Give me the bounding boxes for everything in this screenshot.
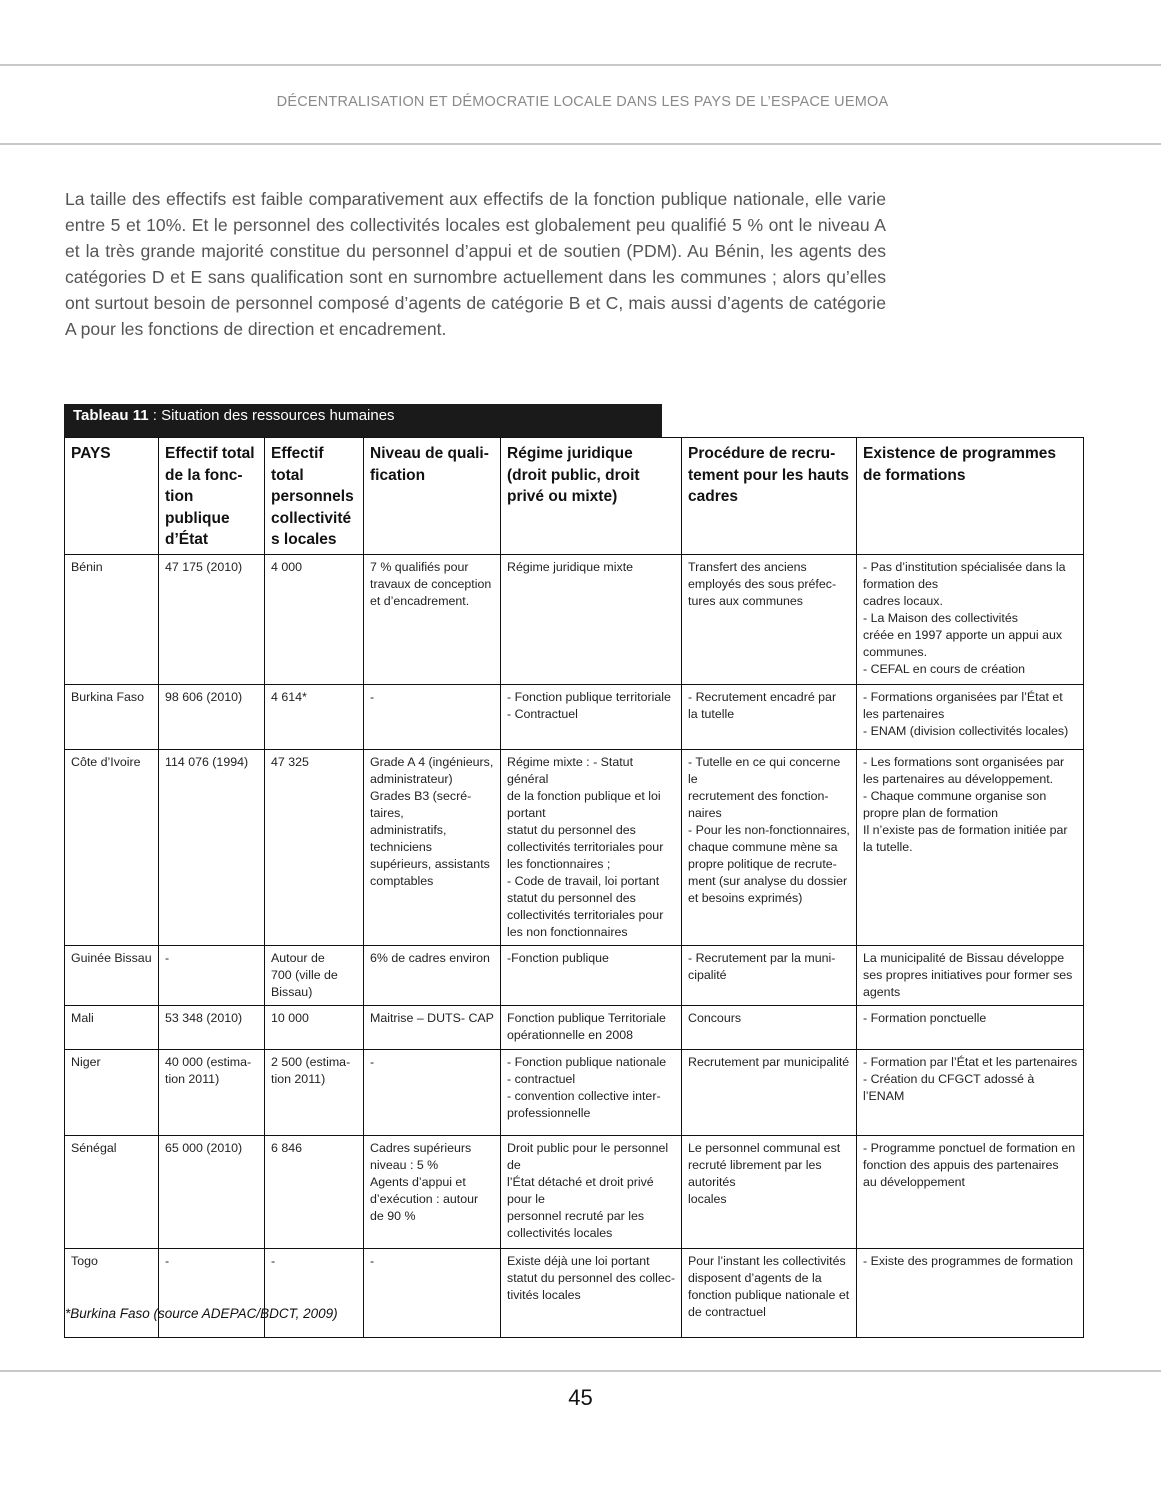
cell-regime: Régime mixte : - Statut général de la fonction publique et loi portant statut du personnel des collectivités territoriales pour les fonctionnaires ; - Code de travail, loi portant statut du personnel des collectivités territoriales pour les non fonctionnaires xyxy=(501,749,682,945)
cell-niveau: - xyxy=(364,1248,501,1337)
cell-pays: Bénin xyxy=(65,554,159,684)
cell-procedure: - Recrutement par la muni- cipalité xyxy=(682,945,857,1005)
cell-effectif-etat: 53 348 (2010) xyxy=(159,1005,265,1049)
col-header-procedure: Procédure de recru- tement pour les hauts cadres xyxy=(682,438,857,555)
table-caption-text: : Situation des ressources humaines xyxy=(148,407,395,424)
col-header-formations: Existence de programmes de formations xyxy=(857,438,1084,555)
col-header-effectif-etat: Effectif total de la fonc- tion publique d’État xyxy=(159,438,265,555)
cell-effectif-etat: 47 175 (2010) xyxy=(159,554,265,684)
table-caption xyxy=(64,404,662,437)
page-number: 45 xyxy=(568,1385,593,1410)
cell-pays: Niger xyxy=(65,1049,159,1135)
cell-formations: - Les formations sont organisées par les partenaires au développement. - Chaque commune organise son propre plan de formation Il n’existe pas de formation initiée par la tutelle. xyxy=(857,749,1084,945)
cell-pays: Sénégal xyxy=(65,1135,159,1248)
running-header xyxy=(0,94,1161,110)
table-caption-label: Tableau 11 xyxy=(73,407,149,424)
cell-niveau: 7 % qualifiés pour travaux de conception et d’encadrement. xyxy=(364,554,501,684)
cell-procedure: Transfert des anciens employés des sous préfec- tures aux communes xyxy=(682,554,857,684)
table-row-niger xyxy=(65,1049,1084,1135)
cell-effectif-etat: 114 076 (1994) xyxy=(159,749,265,945)
cell-pays: Côte d’Ivoire xyxy=(65,749,159,945)
cell-procedure: Recrutement par municipalité xyxy=(682,1049,857,1135)
cell-effectif-etat: 40 000 (estima- tion 2011) xyxy=(159,1049,265,1135)
cell-effectif-collectivites: 6 846 xyxy=(265,1135,364,1248)
cell-effectif-etat: - xyxy=(159,945,265,1005)
cell-regime: - Fonction publique territoriale - Contractuel xyxy=(501,684,682,749)
cell-regime: Droit public pour le personnel de l’État détaché et droit privé pour le personnel recruté par les collectivités locales xyxy=(501,1135,682,1248)
cell-effectif-collectivites: Autour de 700 (ville de Bissau) xyxy=(265,945,364,1005)
cell-formations: - Existe des programmes de formation xyxy=(857,1248,1084,1337)
cell-niveau: Grade A 4 (ingénieurs, administrateur) Grades B3 (secré- taires, administratifs, techniciens supérieurs, assistants comptables xyxy=(364,749,501,945)
cell-pays: Mali xyxy=(65,1005,159,1049)
table-row-cote-divoire xyxy=(65,749,1084,945)
cell-formations: - Formation par l’État et les partenaires - Création du CFGCT adossé à l’ENAM xyxy=(857,1049,1084,1135)
cell-effectif-collectivites: 4 614* xyxy=(265,684,364,749)
col-header-niveau: Niveau de quali- fication xyxy=(364,438,501,555)
cell-formations: - Formations organisées par l’État et les partenaires - ENAM (division collectivités locales) xyxy=(857,684,1084,749)
cell-procedure: Concours xyxy=(682,1005,857,1049)
cell-formations: - Programme ponctuel de formation en fonction des appuis des partenaires au développement xyxy=(857,1135,1084,1248)
cell-niveau: 6% de cadres environ xyxy=(364,945,501,1005)
cell-pays: Togo xyxy=(65,1248,159,1337)
cell-formations: - Pas d’institution spécialisée dans la formation des cadres locaux. - La Maison des collectivités créée en 1997 apporte un appui aux communes. - CEFAL en cours de création xyxy=(857,554,1084,684)
running-header-text: DÉCENTRALISATION ET DÉMOCRATIE LOCALE DANS LES PAYS DE L’ESPACE UEMOA xyxy=(276,94,889,110)
cell-regime: - Fonction publique nationale - contractuel - convention collective inter- professionnelle xyxy=(501,1049,682,1135)
table-row-togo xyxy=(65,1248,1084,1337)
cell-procedure: - Recrutement encadré par la tutelle xyxy=(682,684,857,749)
table-row-senegal xyxy=(65,1135,1084,1248)
cell-effectif-collectivites: 4 000 xyxy=(265,554,364,684)
cell-procedure: Pour l’instant les collectivités disposent d’agents de la fonction publique nationale et de contractuel xyxy=(682,1248,857,1337)
cell-niveau: Cadres supérieurs niveau : 5 % Agents d’appui et d’exécution : autour de 90 % xyxy=(364,1135,501,1248)
footer-rule xyxy=(0,1370,1161,1372)
table-row-burkina-faso xyxy=(65,684,1084,749)
table-row-mali xyxy=(65,1005,1084,1049)
human-resources-table xyxy=(64,437,1084,1338)
cell-procedure: Le personnel communal est recruté librement par les autorités locales xyxy=(682,1135,857,1248)
cell-effectif-etat: - xyxy=(159,1248,265,1337)
cell-regime: Existe déjà une loi portant statut du personnel des collec- tivités locales xyxy=(501,1248,682,1337)
header-bottom-rule xyxy=(0,143,1161,145)
table-footnote: *Burkina Faso (source ADEPAC/BDCT, 2009) xyxy=(65,1306,338,1321)
cell-niveau: - xyxy=(364,1049,501,1135)
cell-effectif-etat: 98 606 (2010) xyxy=(159,684,265,749)
intro-paragraph: La taille des effectifs est faible comparativement aux effectifs de la fonction publique nationale, elle varie entre 5 et 10%. Et le personnel des collectivités locales est globalement peu qualifié 5 % ont le niveau A et la très grande majorité constitue du personnel d’appui et de soutien (PDM). Au Bénin, les agents des catégories D et E sans qualification sont en surnombre actuellement dans les communes ; alors qu’elles ont surtout besoin de personnel composé d’agents de catégorie B et C, mais aussi d’agents de catégorie A pour les fonctions de direction et encadrement. xyxy=(65,189,886,339)
cell-niveau: Maitrise – DUTS- CAP xyxy=(364,1005,501,1049)
cell-effectif-etat: 65 000 (2010) xyxy=(159,1135,265,1248)
cell-effectif-collectivites: 47 325 xyxy=(265,749,364,945)
header-top-rule xyxy=(0,64,1161,66)
col-header-effectif-collectivites: Effectif total personnels collectivités locales xyxy=(265,438,364,555)
cell-effectif-collectivites: - xyxy=(265,1248,364,1337)
table-row-benin xyxy=(65,554,1084,684)
cell-regime: Fonction publique Territoriale opérationnelle en 2008 xyxy=(501,1005,682,1049)
cell-procedure: - Tutelle en ce qui concerne le recrutement des fonction- naires - Pour les non-fonctionnaires, chaque commune mène sa propre politique de recrute- ment (sur analyse du dossier et besoins exprimés) xyxy=(682,749,857,945)
table-header-row xyxy=(65,438,1084,555)
cell-niveau: - xyxy=(364,684,501,749)
cell-effectif-collectivites: 2 500 (estima- tion 2011) xyxy=(265,1049,364,1135)
col-header-regime: Régime juridique (droit public, droit privé ou mixte) xyxy=(501,438,682,555)
cell-formations: - Formation ponctuelle xyxy=(857,1005,1084,1049)
cell-effectif-collectivites: 10 000 xyxy=(265,1005,364,1049)
cell-formations: La municipalité de Bissau développe ses propres initiatives pour former ses agents xyxy=(857,945,1084,1005)
cell-pays: Burkina Faso xyxy=(65,684,159,749)
col-header-pays: PAYS xyxy=(65,438,159,555)
cell-regime: -Fonction publique xyxy=(501,945,682,1005)
cell-regime: Régime juridique mixte xyxy=(501,554,682,684)
table-row-guinee-bissau xyxy=(65,945,1084,1005)
cell-pays: Guinée Bissau xyxy=(65,945,159,1005)
